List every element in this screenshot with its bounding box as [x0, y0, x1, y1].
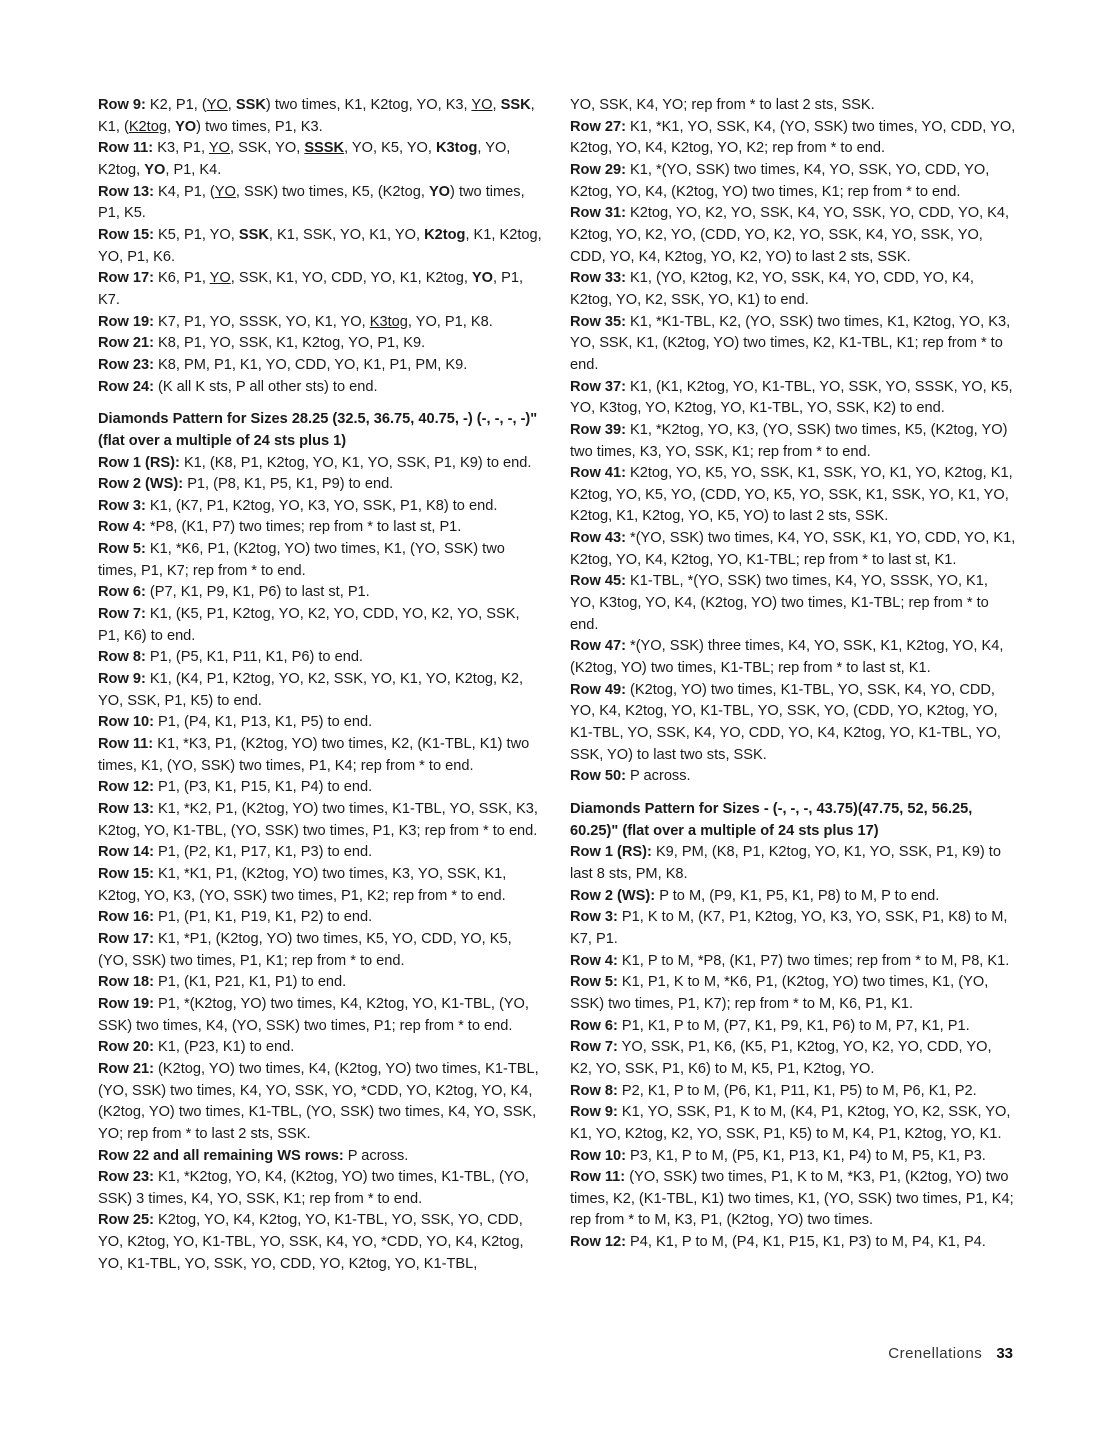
row-label: Row 8: — [570, 1082, 618, 1099]
instruction-row — [98, 582, 544, 604]
instruction-row — [570, 680, 1016, 767]
instruction-row — [98, 1059, 544, 1146]
instruction-row — [98, 777, 544, 799]
instruction-row — [98, 972, 544, 994]
row-text: K1, (K8, P1, K2tog, YO, K1, YO, SSK, P1, K9) to end. — [183, 454, 532, 471]
row-label: Row 35: — [570, 313, 626, 330]
row-text: , SSK) two times, K5, (K2tog, — [235, 183, 429, 200]
instruction-row — [98, 312, 544, 334]
instruction-row — [570, 636, 1016, 679]
instruction-row — [570, 1037, 1016, 1080]
row-label: Row 47: — [570, 638, 626, 655]
instruction-row — [98, 864, 544, 907]
instruction-row — [98, 268, 544, 311]
page-footer — [888, 1345, 1013, 1362]
row-text: YO, SSK, P1, K6, (K5, P1, K2tog, YO, K2, YO, CDD, YO, K2, YO, SSK, P1, K6) to M, K5, P1, K2tog, YO. — [570, 1039, 992, 1077]
row-label: Row 20: — [98, 1039, 154, 1056]
instruction-row — [98, 929, 544, 972]
row-label: Row 6: — [98, 584, 146, 601]
row-label: Row 9: — [98, 671, 146, 688]
instruction-row — [98, 712, 544, 734]
instruction-row — [98, 539, 544, 582]
instruction-row — [98, 517, 544, 539]
instruction-row — [570, 907, 1016, 950]
instruction-row — [570, 571, 1016, 636]
instruction-continuation — [570, 95, 1016, 117]
row-text: K2, P1, ( — [149, 97, 207, 113]
row-text: K1-TBL, *(YO, SSK) two times, K4, YO, SSSK, YO, K1, YO, K3tog, YO, K4, (K2tog, YO) two times, K1-TBL; rep from * to end. — [570, 573, 989, 633]
instruction-row — [570, 312, 1016, 377]
row-text: K8, PM, P1, K1, YO, CDD, YO, K1, P1, PM, K9. — [158, 356, 468, 373]
row-text: K3tog — [369, 313, 408, 330]
row-text: K1, (YO, K2tog, K2, YO, SSK, K4, YO, CDD, YO, K4, K2tog, YO, K2, SSK, YO, K1) to end. — [570, 270, 974, 308]
row-text: K2tog, YO, K2, YO, SSK, K4, YO, SSK, YO, CDD, YO, K4, K2tog, YO, K2, YO, (CDD, YO, K2, YO, SSK, K4, YO, SSK, YO, CDD, YO, K4, K2tog, YO, K2, YO) to last 2 sts, SSK. — [570, 205, 1010, 265]
row-text: , P1, K4. — [165, 161, 222, 178]
instruction-row — [98, 95, 544, 138]
row-label: Row 3: — [570, 909, 618, 926]
row-text: , P1, K7. — [98, 270, 524, 308]
row-text: P1, (P4, K1, P13, K1, P5) to end. — [158, 714, 373, 731]
instruction-row — [98, 734, 544, 777]
row-text: , YO, P1, K8. — [407, 313, 493, 330]
row-label: Row 16: — [98, 909, 154, 926]
right-column — [570, 95, 1016, 1254]
row-text: K1, P to M, *P8, (K1, P7) two times; rep from * to M, P8, K1. — [621, 952, 1010, 969]
row-label: Row 7: — [570, 1039, 618, 1056]
row-label: Row 25: — [98, 1212, 154, 1229]
instruction-row — [570, 972, 1016, 1015]
row-text: K3tog — [436, 140, 478, 157]
row-text: *(YO, SSK) two times, K4, YO, SSK, K1, YO, CDD, YO, K1, K2tog, YO, K4, K2tog, YO, K1-TBL; rep from * to last st, K1. — [570, 530, 1016, 568]
row-text: *(YO, SSK) three times, K4, YO, SSK, K1, K2tog, YO, K4, (K2tog, YO) two times, K1-TBL; rep from * to last st, K1. — [570, 638, 1004, 677]
row-text: K1, *P1, (K2tog, YO) two times, K5, YO, CDD, YO, K5, (YO, SSK) two times, P1, K1; rep from * to end. — [98, 930, 512, 969]
row-text: YO — [144, 161, 166, 178]
row-text: K1, *K2tog, YO, K4, (K2tog, YO) two times, K1-TBL, (YO, SSK) 3 times, K4, YO, SSK, K1; rep from * to end. — [98, 1169, 529, 1207]
row-text: P1, (P2, K1, P17, K1, P3) to end. — [158, 844, 373, 861]
row-text: K1, *K1, P1, (K2tog, YO) two times, K3, YO, SSK, K1, K2tog, YO, K3, (YO, SSK) two times, P1, K2; rep from * to end. — [98, 865, 507, 904]
row-text: K1, (K4, P1, K2tog, YO, K2, SSK, YO, K1, YO, K2tog, K2, YO, SSK, P1, K5) to end. — [98, 671, 524, 709]
row-label: Row 19: — [98, 313, 154, 330]
row-label: Row 43: — [570, 530, 626, 547]
instruction-row — [98, 496, 544, 518]
row-text: P1, K to M, (K7, P1, K2tog, YO, K3, YO, SSK, P1, K8) to M, K7, P1. — [570, 909, 1008, 947]
instruction-row — [570, 1167, 1016, 1232]
row-text: YO — [471, 270, 494, 287]
instruction-row — [98, 1167, 544, 1210]
row-text: K2tog, YO, K5, YO, SSK, K1, SSK, YO, K1, YO, K2tog, K1, K2tog, YO, K5, YO, (CDD, YO, K5, YO, SSK, K1, SSK, YO, K1, YO, K2tog, K1, K2tog, YO, K5, YO) to last 2 sts, SSK. — [570, 465, 1013, 525]
row-label: Row 11: — [98, 736, 154, 753]
instruction-row — [98, 1210, 544, 1275]
row-label: Row 12: — [98, 779, 154, 796]
row-label: Row 33: — [570, 270, 626, 287]
instruction-row — [570, 268, 1016, 311]
row-label: Row 10: — [98, 714, 154, 731]
row-label: Row 4: — [98, 519, 146, 536]
row-text: YO — [471, 97, 493, 113]
instruction-row — [570, 1081, 1016, 1103]
row-text: P1, (P1, K1, P19, K1, P2) to end. — [158, 909, 373, 926]
row-text: K4, P1, ( — [158, 183, 215, 200]
instruction-row — [570, 842, 1016, 885]
left-column — [98, 95, 544, 1275]
row-text: K2tog, YO, K4, K2tog, YO, K1-TBL, YO, SSK, YO, CDD, YO, K2tog, YO, K1-TBL, YO, SSK, K4, YO, *CDD, YO, K4, K2tog, YO, K1-TBL, YO, SSK, YO, CDD, YO, K2tog, YO, K1-TBL, — [98, 1212, 524, 1272]
row-text: (K2tog, YO) two times, K4, (K2tog, YO) two times, K1-TBL, (YO, SSK) two times, K4, YO, SSK, YO, *CDD, YO, K2tog, YO, K4, (K2tog, YO) two times, K1-TBL, (YO, SSK) two times, K4, YO, SSK, YO; rep from * to last 2 sts, SSK. — [98, 1060, 539, 1142]
row-label: Row 4: — [570, 952, 618, 969]
section-heading: Diamonds Pattern for Sizes - (-, -, -, 43.75)(47.75, 52, 56.25, 60.25)" (flat over a multiple of 24 sts plus 17) — [570, 801, 973, 839]
instruction-row — [570, 203, 1016, 268]
row-text: , — [166, 118, 176, 135]
instruction-row — [98, 355, 544, 377]
row-text: K1, (P23, K1) to end. — [158, 1039, 295, 1056]
row-text: YO — [206, 97, 228, 113]
row-label: Row 21: — [98, 1060, 154, 1077]
row-text: K2tog — [424, 226, 466, 243]
row-label: Row 24: — [98, 378, 154, 395]
row-label: Row 6: — [570, 1017, 618, 1034]
row-text: , K1, K2tog, YO, P1, K6. — [98, 226, 542, 265]
row-text: , SSK, K1, YO, CDD, YO, K1, K2tog, — [230, 270, 472, 287]
row-text: K1, *K6, P1, (K2tog, YO) two times, K1, (YO, SSK) two times, P1, K7; rep from * to end. — [98, 541, 505, 579]
instruction-row — [570, 1102, 1016, 1145]
instruction-row — [98, 1037, 544, 1059]
row-text: P1, (P3, K1, P15, K1, P4) to end. — [158, 779, 373, 796]
instruction-row — [98, 453, 544, 475]
instruction-row — [98, 138, 544, 181]
row-text: K6, P1, — [158, 270, 210, 287]
row-label: Row 9: — [570, 1104, 618, 1121]
row-label: Row 41: — [570, 465, 626, 482]
row-text: (P7, K1, P9, K1, P6) to last st, P1. — [149, 584, 370, 601]
instruction-row — [98, 225, 544, 268]
row-text: P across. — [347, 1147, 409, 1164]
row-text: , K1, ( — [98, 97, 535, 135]
row-label: Row 13: — [98, 183, 154, 200]
row-label: Row 14: — [98, 844, 154, 861]
row-label: Row 12: — [570, 1234, 626, 1251]
row-text: K9, PM, (K8, P1, K2tog, YO, K1, YO, SSK, P1, K9) to last 8 sts, PM, K8. — [570, 844, 1001, 882]
row-label: Row 19: — [98, 995, 154, 1012]
instruction-row — [570, 420, 1016, 463]
section-heading: Diamonds Pattern for Sizes 28.25 (32.5, 36.75, 40.75, -) (-, -, -, -)" (flat over a multiple of 24 sts plus 1) — [98, 411, 538, 449]
row-text: , YO, K2tog, — [98, 140, 511, 178]
row-text: P to M, (P9, K1, P5, K1, P8) to M, P to end. — [659, 887, 940, 904]
row-text: P1, (K1, P21, K1, P1) to end. — [158, 974, 347, 991]
row-label: Row 29: — [570, 161, 626, 178]
row-text: YO — [214, 183, 236, 200]
row-text: (K all K sts, P all other sts) to end. — [158, 378, 378, 395]
row-label: Row 11: — [98, 140, 154, 157]
row-text: (K2tog, YO) two times, K1-TBL, YO, SSK, K4, YO, CDD, YO, K4, K2tog, YO, K1-TBL, YO, SSK, YO, (CDD, YO, K2tog, YO, K1-TBL, YO, SSK, K4, YO, CDD, YO, K4, K2tog, YO, K1-TBL, YO, SSK, YO) to last two sts, SSK. — [570, 681, 1001, 763]
instruction-row — [570, 1232, 1016, 1254]
row-label: Row 9: — [98, 97, 146, 113]
row-text: K2tog — [128, 118, 167, 135]
row-text: P4, K1, P to M, (P4, K1, P15, K1, P3) to M, P4, K1, P4. — [630, 1234, 986, 1251]
row-text: , SSK, YO, — [229, 140, 305, 157]
row-text: YO — [175, 118, 197, 135]
row-text: K1, (K7, P1, K2tog, YO, K3, YO, SSK, P1, K8) to end. — [149, 497, 498, 514]
instruction-row — [570, 766, 1016, 788]
row-text: ) two times, K1, K2tog, YO, K3, — [265, 97, 472, 113]
row-text: K1, *K1-TBL, K2, (YO, SSK) two times, K1, K2tog, YO, K3, YO, SSK, K1, (K2tog, YO) two times, K2, K1-TBL, K1; rep from * to end. — [570, 313, 1011, 373]
row-text: P1, (P8, K1, P5, K1, P9) to end. — [187, 476, 394, 493]
row-text: YO — [208, 140, 230, 157]
row-text: YO, SSK, K4, YO; rep from * to last 2 sts, SSK. — [570, 97, 875, 113]
row-label: Row 5: — [98, 541, 146, 558]
row-label: Row 7: — [98, 606, 146, 623]
row-text: K5, P1, YO, — [158, 226, 239, 243]
instruction-row — [98, 333, 544, 355]
row-label: Row 11: — [570, 1169, 626, 1186]
instruction-row — [98, 377, 544, 399]
row-text: P3, K1, P to M, (P5, K1, P13, K1, P4) to M, P5, K1, P3. — [630, 1147, 986, 1164]
instruction-row — [98, 474, 544, 496]
row-text: , — [492, 97, 501, 113]
instruction-row — [570, 463, 1016, 528]
row-text: YO — [209, 270, 231, 287]
row-label: Row 15: — [98, 865, 154, 882]
instruction-row — [98, 669, 544, 712]
row-label: Row 18: — [98, 974, 154, 991]
row-label: Row 31: — [570, 205, 626, 222]
instruction-row — [98, 799, 544, 842]
instruction-row — [570, 160, 1016, 203]
row-label: Row 39: — [570, 421, 626, 438]
row-label: Row 15: — [98, 226, 154, 243]
instruction-row — [98, 1146, 544, 1168]
row-label: Row 5: — [570, 974, 618, 991]
row-text: K1, *K2tog, YO, K3, (YO, SSK) two times, K5, (K2tog, YO) two times, K3, YO, SSK, K1; rep from * to end. — [570, 421, 1008, 460]
instruction-row — [570, 1146, 1016, 1168]
footer-title: Crenellations — [888, 1345, 983, 1362]
row-text: K3, P1, — [157, 140, 209, 157]
row-text: , — [227, 97, 236, 113]
row-label: Row 45: — [570, 573, 626, 590]
instruction-row — [570, 117, 1016, 160]
row-label: Row 37: — [570, 378, 626, 395]
instruction-row — [98, 994, 544, 1037]
row-label: Row 23: — [98, 1169, 154, 1186]
row-label: Row 22 and all remaining WS rows: — [98, 1147, 344, 1164]
row-text: P across. — [630, 768, 691, 785]
row-text: P1, (P5, K1, P11, K1, P6) to end. — [149, 649, 363, 666]
row-text: K1, *(YO, SSK) two times, K4, YO, SSK, YO, CDD, YO, K2tog, YO, K4, (K2tog, YO) two times, K1; rep from * to end. — [570, 161, 990, 200]
row-label: Row 1 (RS): — [98, 454, 180, 471]
row-text: SSK — [500, 97, 531, 113]
row-label: Row 23: — [98, 356, 154, 373]
page-number: 33 — [996, 1345, 1013, 1362]
row-text: K1, *K2, P1, (K2tog, YO) two times, K1-TBL, YO, SSK, K3, K2tog, YO, K1-TBL, (YO, SSK) two times, P1, K3; rep from * to end. — [98, 801, 538, 839]
instruction-row — [570, 951, 1016, 973]
row-text: K7, P1, YO, SSSK, YO, K1, YO, — [158, 313, 370, 330]
row-text: K1, (K5, P1, K2tog, YO, K2, YO, CDD, YO, K2, YO, SSK, P1, K6) to end. — [98, 606, 520, 644]
row-label: Row 49: — [570, 681, 626, 698]
instruction-row — [98, 907, 544, 929]
row-label: Row 8: — [98, 649, 146, 666]
row-label: Row 2 (WS): — [98, 476, 184, 493]
instruction-row — [570, 377, 1016, 420]
row-label: Row 13: — [98, 801, 154, 817]
row-label: Row 3: — [98, 497, 146, 514]
row-label: Row 2 (WS): — [570, 887, 656, 904]
row-label: Row 10: — [570, 1147, 626, 1164]
row-text: ) two times, P1, K5. — [98, 183, 525, 222]
row-text: P2, K1, P to M, (P6, K1, P11, K1, P5) to M, P6, K1, P2. — [621, 1082, 977, 1099]
row-label: Row 27: — [570, 118, 626, 135]
instruction-row — [570, 886, 1016, 908]
row-text: SSK — [238, 226, 269, 243]
row-text: P1, *(K2tog, YO) two times, K4, K2tog, YO, K1-TBL, (YO, SSK) two times, K4, (YO, SSK) two times, P1; rep from * to end. — [98, 995, 529, 1034]
row-text: K1, (K1, K2tog, YO, K1-TBL, YO, SSK, YO, SSSK, YO, K5, YO, K3tog, YO, K2tog, YO, K1-TBL, YO, SSK, K2) to end. — [570, 378, 1013, 417]
row-text: *P8, (K1, P7) two times; rep from * to last st, P1. — [149, 519, 462, 536]
row-label: Row 21: — [98, 335, 154, 352]
instruction-row — [570, 528, 1016, 571]
row-text: K1, P1, K to M, *K6, P1, (K2tog, YO) two times, K1, (YO, SSK) two times, P1, K7); rep from * to M, K6, P1, K1. — [570, 974, 989, 1012]
instruction-row — [98, 842, 544, 864]
row-text: , YO, K5, YO, — [344, 140, 437, 157]
row-label: Row 1 (RS): — [570, 844, 652, 861]
instruction-row — [98, 182, 544, 225]
row-text: (YO, SSK) two times, P1, K to M, *K3, P1, (K2tog, YO) two times, K2, (K1-TBL, K1) two times, K1, (YO, SSK) two times, P1, K4; rep from * to M, K3, P1, (K2tog, YO) two times. — [570, 1169, 1014, 1229]
row-label: Row 17: — [98, 270, 154, 287]
instruction-row — [98, 604, 544, 647]
row-text: K8, P1, YO, SSK, K1, K2tog, YO, P1, K9. — [158, 335, 426, 352]
row-text: K1, *K3, P1, (K2tog, YO) two times, K2, (K1-TBL, K1) two times, K1, (YO, SSK) two times, P1, K4; rep from * to end. — [98, 736, 530, 774]
row-text: SSSK — [304, 140, 345, 157]
instruction-row — [570, 1016, 1016, 1038]
row-text: ) two times, P1, K3. — [196, 118, 323, 135]
row-text: K1, YO, SSK, P1, K to M, (K4, P1, K2tog, YO, K2, SSK, YO, K1, YO, K2tog, K2, YO, SSK, P1, K5) to M, K4, P1, K2tog, YO, K1. — [570, 1104, 1011, 1142]
row-text: SSK — [235, 97, 266, 113]
row-text: YO — [428, 183, 451, 200]
row-text: K1, *K1, YO, SSK, K4, (YO, SSK) two times, YO, CDD, YO, K2tog, YO, K4, K2tog, YO, K2; rep from * to end. — [570, 118, 1016, 157]
row-text: , K1, SSK, YO, K1, YO, — [268, 226, 425, 243]
row-text: P1, K1, P to M, (P7, K1, P9, K1, P6) to M, P7, K1, P1. — [621, 1017, 970, 1034]
row-label: Row 17: — [98, 930, 154, 947]
row-label: Row 50: — [570, 768, 626, 785]
instruction-row — [98, 647, 544, 669]
